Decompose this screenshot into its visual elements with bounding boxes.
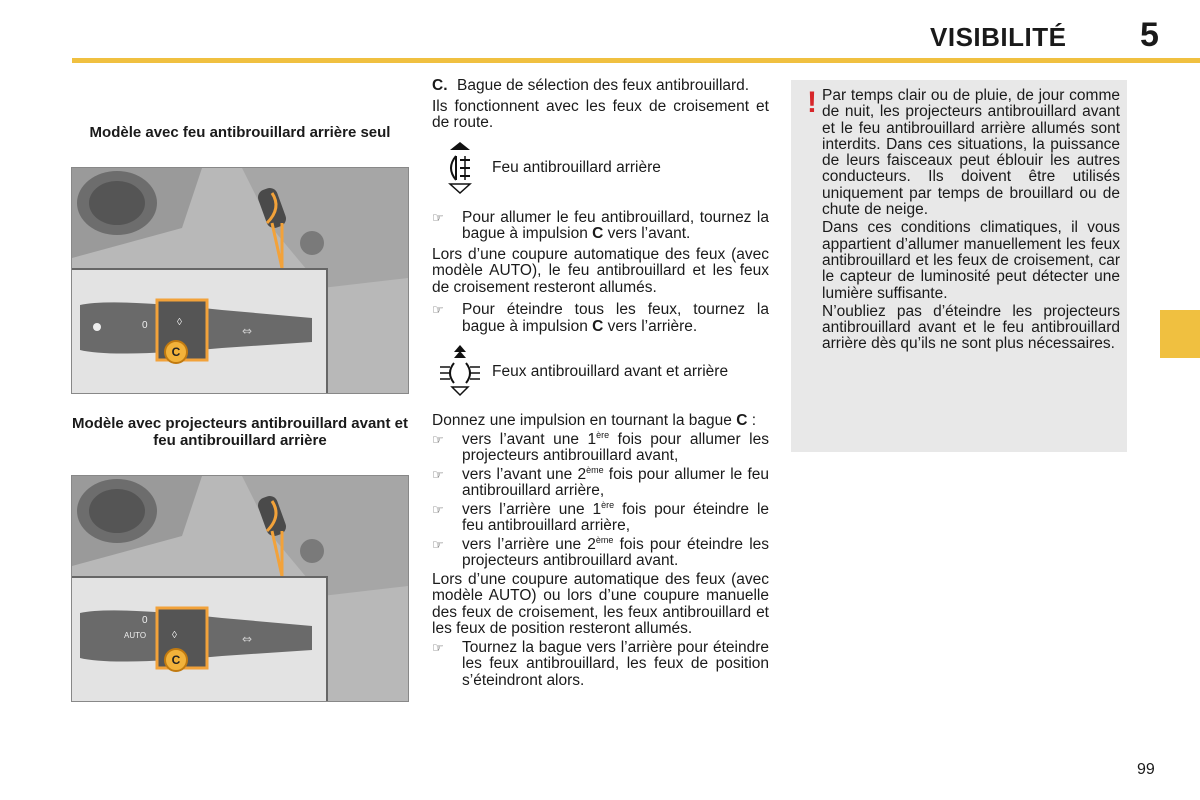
figure1-photo <box>71 167 409 394</box>
switch-label-auto: AUTO <box>124 631 147 640</box>
front-rear-fog-icon-row <box>432 343 769 401</box>
switch-label-zero: 0 <box>142 320 148 331</box>
figure1-caption: Modèle avec feu antibrouillard arrière seul <box>89 124 391 141</box>
rear-fog-label: Feu antibrouillard arrière <box>492 159 661 177</box>
front-rear-fog-light-icon <box>432 343 492 401</box>
switch-label-zero: 0 <box>142 615 148 626</box>
rear-fog-light-icon <box>432 140 492 198</box>
warning-box <box>791 80 1127 452</box>
pointing-hand-icon: ☞ <box>432 536 444 552</box>
section-title: VISIBILITÉ <box>930 22 1067 52</box>
page-number: 99 <box>1137 761 1155 778</box>
bullet-turn-off: ☞ Pour éteindre tous les feux, tournez la bague à impulsion C vers l’arrière. <box>432 301 769 335</box>
c-label: C. <box>432 77 448 94</box>
warning-icon: ! <box>807 86 817 119</box>
list-item: ☞ vers l’arrière une 2ème fois pour éteindre les projecteurs antibrouillard avant. <box>432 534 770 569</box>
svg-text:◊: ◊ <box>172 630 177 641</box>
lighting-stalk <box>72 578 326 701</box>
pointing-hand-icon: ☞ <box>432 501 444 517</box>
pointing-hand-icon: ☞ <box>432 209 444 225</box>
pointing-hand-icon: ☞ <box>432 302 444 317</box>
c-definition <box>432 78 769 95</box>
bullet-turn-on: ☞ Pour allumer le feu antibrouillard, tournez la bague à impulsion C vers l’avant. <box>432 208 769 242</box>
paragraph-4: Lors d’une coupure automatique des feux (avec modèle AUTO) ou lors d’une coupure manuelle des feux de croisement, les feux antibrouillard et les feux de position resteront allumés. <box>432 570 769 637</box>
svg-text:◊: ◊ <box>177 317 182 328</box>
figure2-photo <box>71 475 409 702</box>
header-rule <box>72 58 1200 63</box>
paragraph-1: Ils fonctionnent avec les feux de croisement et de route. <box>432 97 769 131</box>
chapter-number: 5 <box>1140 16 1159 54</box>
warning-paragraph-2: Dans ces conditions climatiques, il vous appartient d’allumer manuellement les feux antibrouillard et les feux de croisement, car le capteur de luminosité peut détecter une lumière suffisante. <box>822 219 1120 302</box>
stalk-inset <box>72 268 328 393</box>
paragraph-3: Donnez une impulsion en tournant la bague C : <box>432 412 757 429</box>
pointing-hand-icon: ☞ <box>432 639 444 655</box>
list-item: ☞ vers l’avant une 2ème fois pour allumer le feu antibrouillard arrière, <box>432 464 769 499</box>
svg-text:⇔: ⇔ <box>242 324 253 338</box>
rear-fog-icon-row <box>432 140 769 198</box>
list-item: ☞ vers l’arrière une 1ère fois pour éteindre le feu antibrouillard arrière, <box>432 499 770 534</box>
pointing-hand-icon: ☞ <box>432 466 444 482</box>
list-item: ☞ vers l’avant une 1ère fois pour allumer les projecteurs antibrouillard avant, <box>432 429 769 464</box>
lighting-stalk <box>72 270 326 393</box>
ring-c-badge: C <box>164 340 188 364</box>
bullet-turn-off-all: ☞ Tournez la bague vers l’arrière pour éteindre les feux antibrouillard, les feux de position s’éteindront alors. <box>432 638 769 689</box>
svg-text:⇔: ⇔ <box>242 632 253 646</box>
stalk-inset <box>72 576 328 701</box>
c-text: Bague de sélection des feux antibrouillard. <box>457 77 750 94</box>
warning-text <box>822 88 1120 355</box>
figure2-caption: Modèle avec projecteurs antibrouillard avant et feu antibrouillard arrière <box>72 415 408 449</box>
chapter-tab <box>1160 310 1200 358</box>
warning-paragraph-1: Par temps clair ou de pluie, de jour comme de nuit, les projecteurs antibrouillard avant et le feu antibrouillard arrière allumés sont interdits. Dans ces situations, la puissance de leurs faisceaux peut éblouir les autres conducteurs. Ils doivent être utilisés uniquement par temps de brouillard ou de chute de neige. <box>822 87 1120 219</box>
ring-c-badge: C <box>164 648 188 672</box>
warning-paragraph-3: N’oubliez pas d’éteindre les projecteurs antibrouillard avant et le feu antibrouillard arrière dès qu’ils ne sont plus nécessaires. <box>822 302 1120 353</box>
pointing-hand-icon: ☞ <box>432 431 444 447</box>
instructions-column <box>432 78 769 693</box>
front-rear-fog-label: Feux antibrouillard avant et arrière <box>492 362 729 380</box>
paragraph-2: Lors d’une coupure automatique des feux (avec modèle AUTO), le feu antibrouillard et les feux de croisement resteront allumés. <box>432 245 769 296</box>
